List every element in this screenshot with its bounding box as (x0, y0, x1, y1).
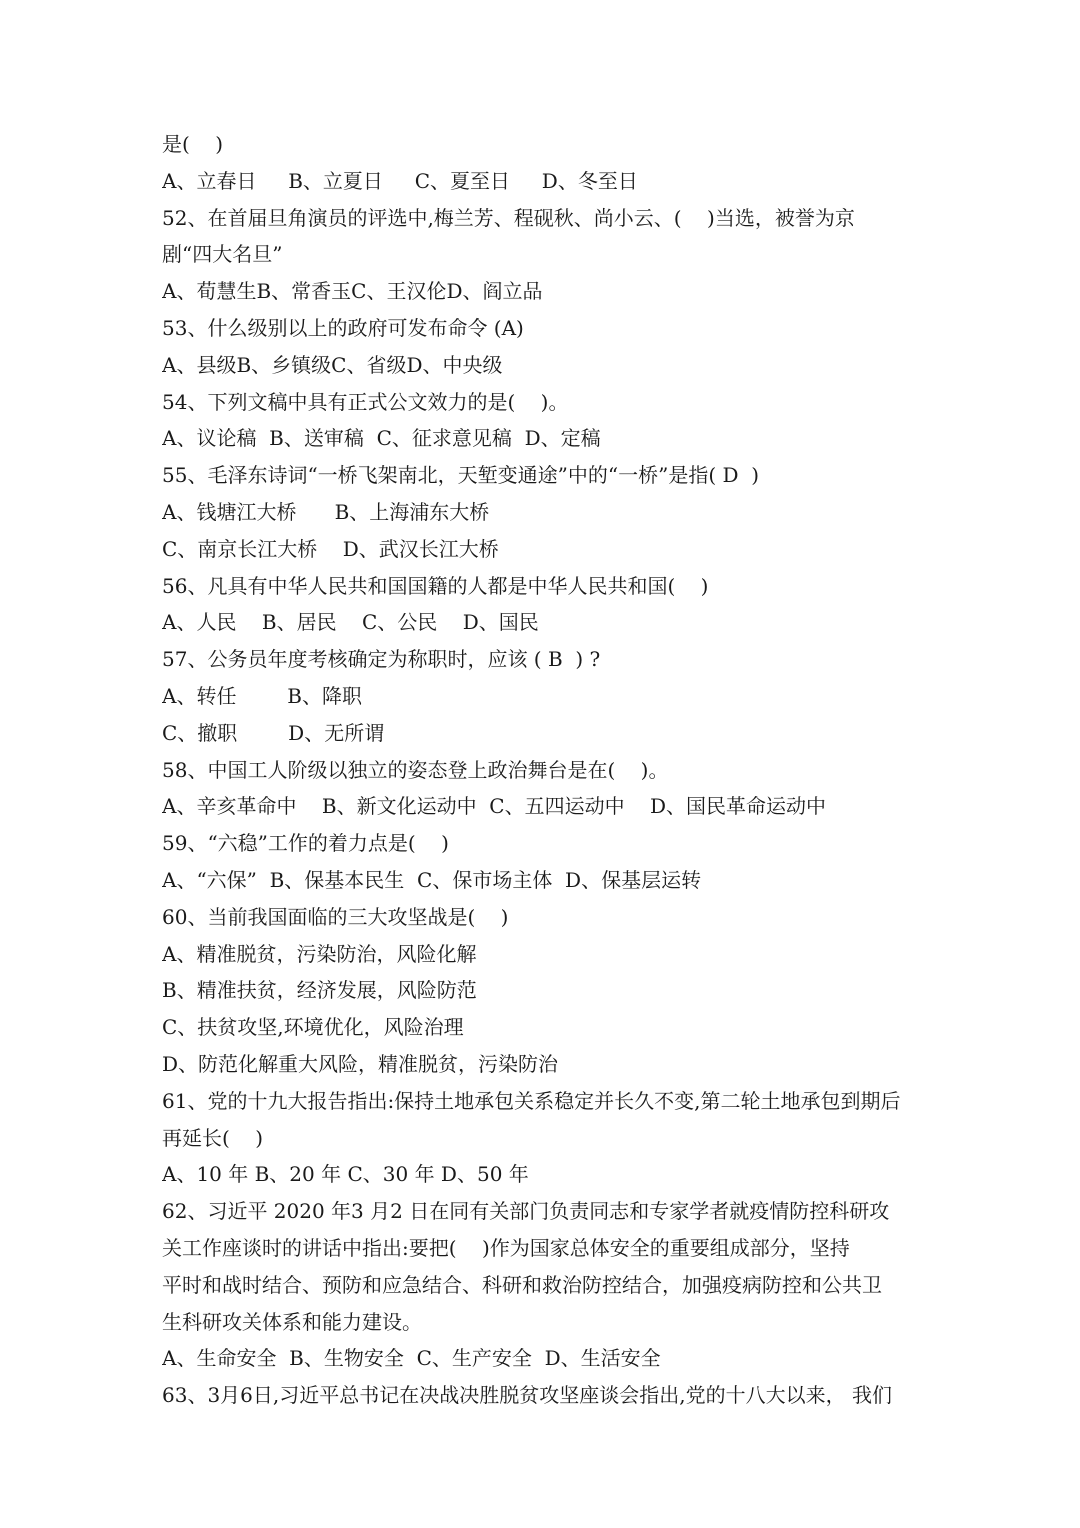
question-60-stem: 60、当前我国面临的三大攻坚战是( ) (162, 904, 509, 929)
question-62-stem-cont-3: 生科研攻关体系和能力建设。 (162, 1309, 422, 1334)
question-54-options: A、议论稿 B、送审稿 C、征求意见稿 D、定稿 (162, 426, 601, 451)
question-52-options: A、荀慧生B、常香玉C、王汉伦D、阎立品 (162, 279, 543, 304)
question-62-options: A、生命安全 B、生物安全 C、生产安全 D、生活安全 (162, 1346, 661, 1371)
question-55-options-ab: A、钱塘江大桥 B、上海浦东大桥 (162, 499, 490, 524)
question-63-stem: 63、3月6日,习近平总书记在决战决胜脱贫攻坚座谈会指出,党的十八大以来， 我们 (162, 1383, 892, 1408)
question-list (162, 126, 952, 1414)
question-53-options: A、县级B、乡镇级C、省级D、中央级 (162, 352, 503, 377)
question-52-stem-cont: 剧“四大名旦” (162, 242, 283, 267)
question-59-stem: 59、“六稳”工作的着力点是( ) (162, 831, 449, 856)
question-59-options: A、“六保” B、保基本民生 C、保市场主体 D、保基层运转 (162, 867, 702, 892)
question-52-stem: 52、在首届旦角演员的评选中,梅兰芳、程砚秋、尚小云、( )当选，被誉为京 (162, 205, 855, 230)
question-55-options-cd: C、南京长江大桥 D、武汉长江大桥 (162, 536, 499, 561)
question-60-option-a: A、精准脱贫，污染防治，风险化解 (162, 941, 477, 966)
question-60-option-d: D、防范化解重大风险，精准脱贫，污染防治 (162, 1051, 559, 1076)
question-55-stem: 55、毛泽东诗词“一桥飞架南北，天堑变通途”中的“一桥”是指( D ) (162, 463, 760, 488)
question-61-stem: 61、党的十九大报告指出:保持土地承包关系稳定并长久不变,第二轮土地承包到期后 (162, 1088, 901, 1113)
question-56-stem: 56、凡具有中华人民共和国国籍的人都是中华人民共和国( ) (162, 573, 709, 598)
question-58-stem: 58、中国工人阶级以独立的姿态登上政治舞台是在( )。 (162, 757, 669, 782)
question-54-stem: 54、下列文稿中具有正式公文效力的是( )。 (162, 389, 569, 414)
question-61-stem-cont: 再延长( ) (162, 1125, 264, 1150)
option-line: A、立春日 B、立夏日 C、夏至日 D、冬至日 (162, 168, 638, 193)
question-62-stem: 62、习近平 2020 年3 月2 日在同有关部门负责同志和专家学者就疫情防控科研攻 (162, 1199, 890, 1224)
question-62-stem-cont-2: 平时和战时结合、预防和应急结合、科研和救治防控结合，加强疫病防控和公共卫 (162, 1272, 882, 1297)
question-61-options: A、10 年 B、20 年 C、30 年 D、50 年 (162, 1162, 529, 1187)
question-58-options: A、辛亥革命中 B、新文化运动中 C、五四运动中 D、国民革命运动中 (162, 794, 827, 819)
question-60-option-b: B、精准扶贫，经济发展，风险防范 (162, 978, 477, 1003)
question-57-options-ab: A、转任 B、降职 (162, 683, 362, 708)
question-62-stem-cont-1: 关工作座谈时的讲话中指出:要把( )作为国家总体安全的重要组成部分，坚持 (162, 1235, 850, 1260)
question-57-stem: 57、公务员年度考核确定为称职时，应该 ( B ) ? (162, 647, 601, 672)
question-57-options-cd: C、撤职 D、无所谓 (162, 720, 385, 745)
question-56-options: A、人民 B、居民 C、公民 D、国民 (162, 610, 539, 635)
text-line: 是( ) (162, 132, 224, 156)
question-60-option-c: C、扶贫攻坚,环境优化，风险治理 (162, 1015, 464, 1040)
question-53-stem: 53、什么级别以上的政府可发布命令 (A) (162, 315, 524, 340)
